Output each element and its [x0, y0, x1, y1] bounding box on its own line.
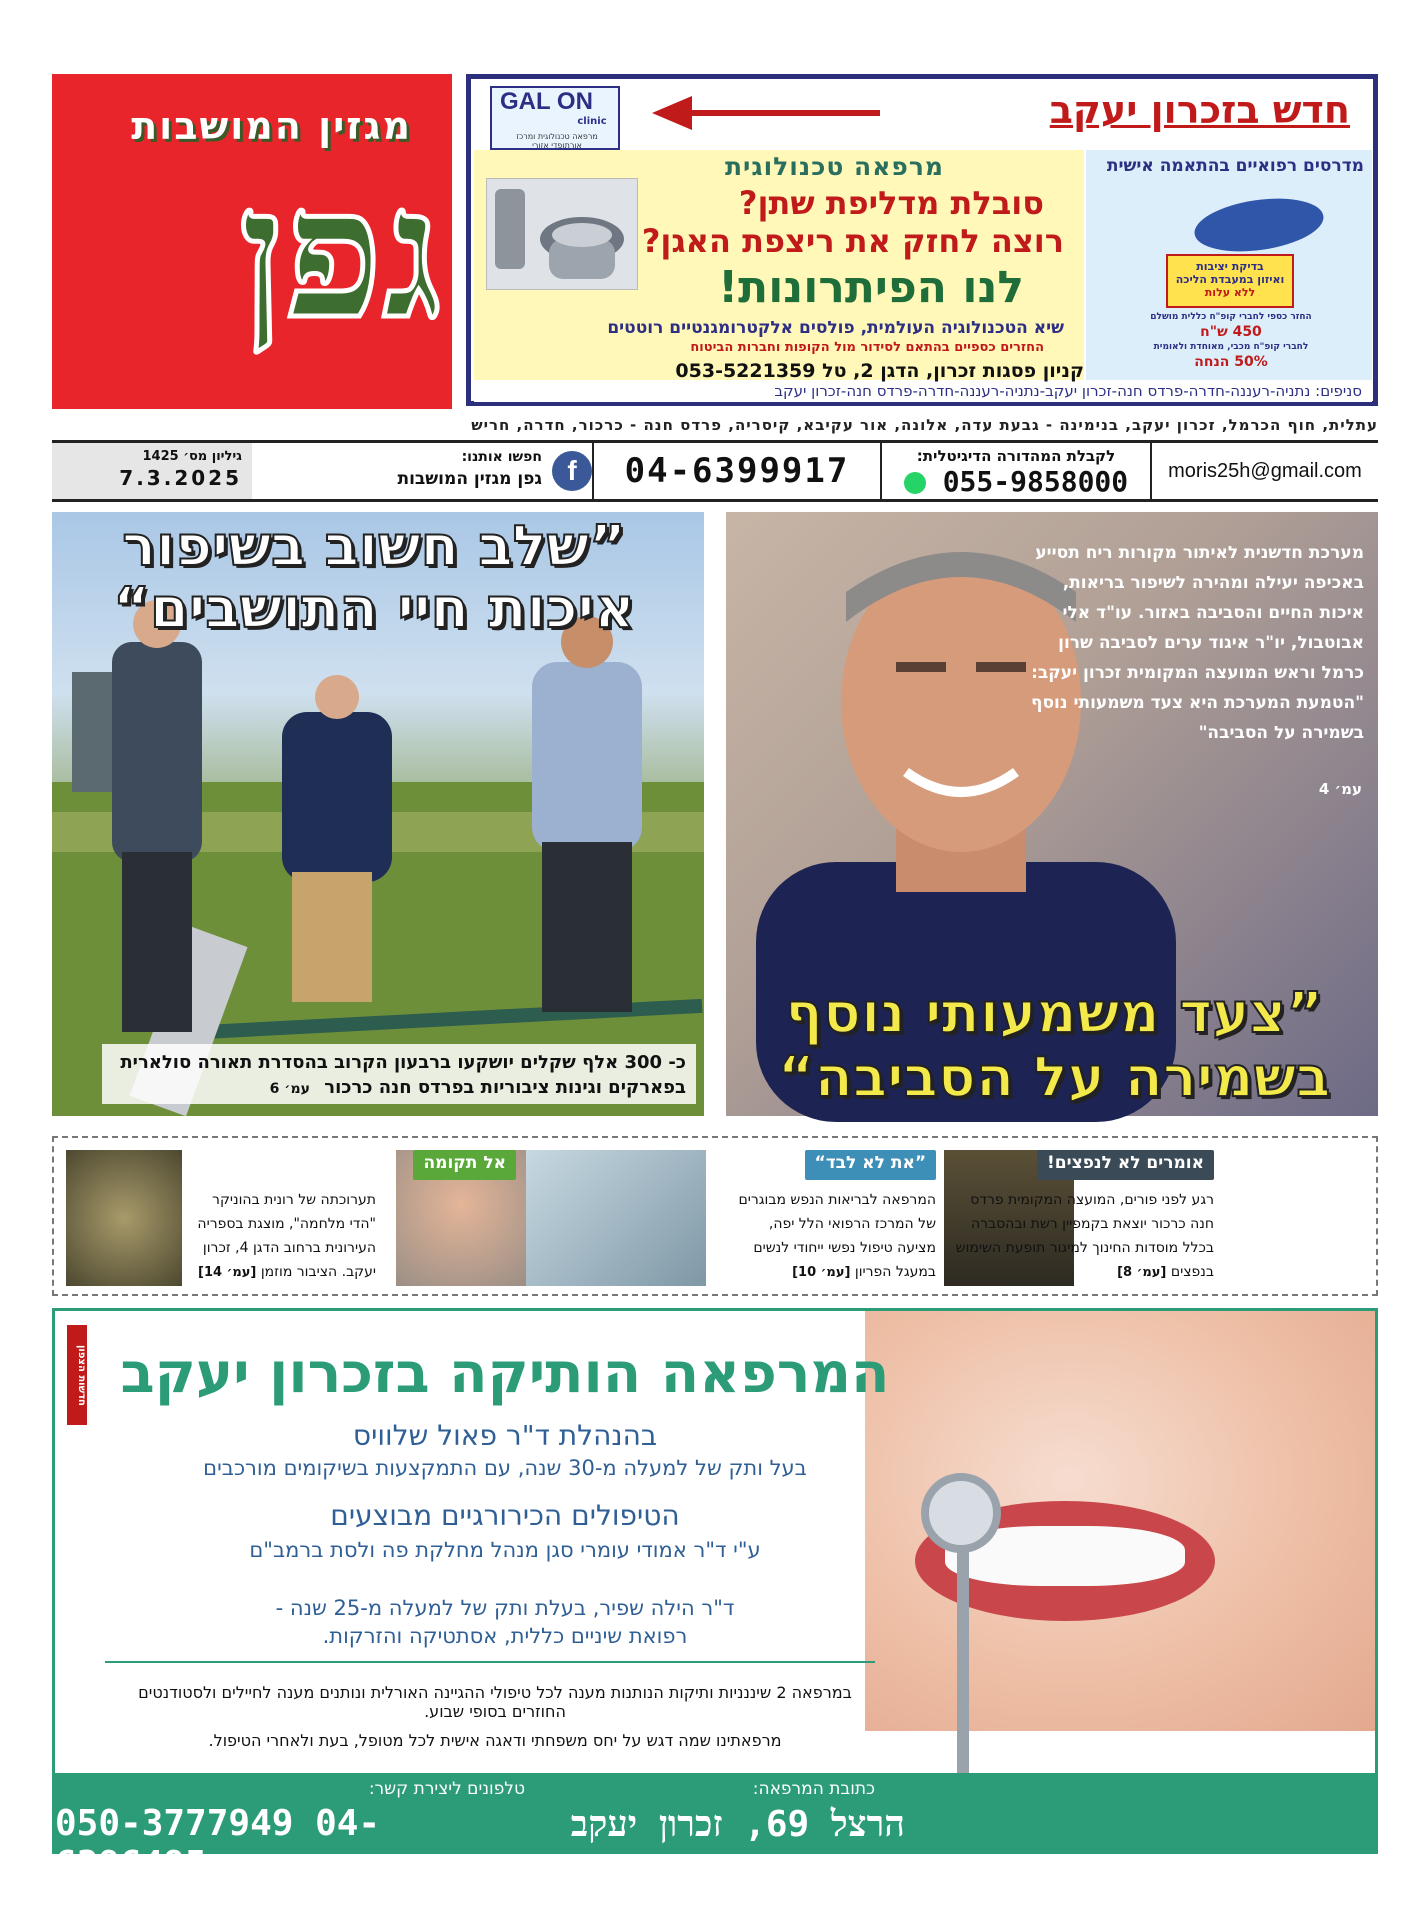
- teaser-2-image: [516, 1150, 706, 1286]
- person-3: [532, 616, 642, 1012]
- facebook-icon[interactable]: f: [552, 451, 592, 491]
- teaser-3-page[interactable]: [עמ׳ 14]: [198, 1265, 257, 1280]
- divider: [105, 1661, 875, 1663]
- teaser-3[interactable]: [66, 1150, 516, 1286]
- story-left-caption: [102, 1044, 696, 1104]
- insole-image: [1191, 191, 1327, 259]
- insoles-discount: 50% הנחה: [1194, 354, 1268, 370]
- magazine-name: גפן: [238, 148, 442, 359]
- clinic-type: מרפאה טכנולוגית: [724, 152, 944, 181]
- towns-list: עתלית, חוף הכרמל, זכרון יעקב, בנימינה - גבעת עדה, אלונה, אור עקיבא, קיסריה, פרדס חנה - כרכור, חדרה, חריש: [471, 416, 1378, 434]
- insoles-price: 450 ש"ח: [1200, 324, 1262, 340]
- ad-headline-text: חדש בזכרון יעקב: [1049, 88, 1350, 132]
- teaser-3-image: [66, 1150, 182, 1286]
- issue-date: 7.3.2025: [119, 466, 242, 490]
- branches-line: סניפים: נתניה-רעננה-חדרה-פרדס חנה-זכרון יעקב-נתניה-רעננה-חדרה-פרדס חנה-זכרון יעקב: [474, 382, 1372, 402]
- ad-line-3: לנו הפיתרונות!: [718, 262, 1024, 313]
- teaser-2[interactable]: [516, 1150, 936, 1286]
- medical-chair-image: [486, 178, 638, 290]
- dental-b2-line2: ע"י ד"ר אמודי עומרי סגן מנהל מחלקת פה ולסת ברמב"ם: [249, 1538, 761, 1562]
- teaser-3-tag: אל תקומה: [413, 1150, 516, 1180]
- ad-address: קניון פסגות זכרון, הדגן 2, טל 053-5221359: [675, 360, 1084, 382]
- issue-number: גיליון מס׳ 1425: [142, 449, 242, 464]
- teaser-2-page[interactable]: [עמ׳ 10]: [792, 1265, 851, 1280]
- ad-headline: [640, 88, 1360, 138]
- magazine-label: מגזין המושבות: [131, 104, 412, 148]
- dental-b3-line2: רפואת שיניים כללית, אסתטיקה והזרקות.: [322, 1624, 688, 1648]
- clinic-address[interactable]: הרצל 69, זכרון יעקב: [570, 1804, 905, 1845]
- teaser-1[interactable]: [944, 1150, 1364, 1286]
- ad-line-5: החזרים כספיים בהתאם לסידור מול הקופות וחברות הביטוח: [690, 340, 1044, 355]
- digital-label: לקבלת המהדורה הדיגיטלית:: [916, 447, 1116, 465]
- dental-small-2: מרפאתינו שמה דגש על יחס משפחתי ודאגה אישית לכל מטופל, בעת ולאחרי הטיפול.: [208, 1731, 782, 1750]
- ad-line-1: סובלת מדליפת שתן?: [738, 184, 1044, 222]
- arrow-shaft: [690, 110, 880, 116]
- teaser-2-tag: ”את לא לבד“: [805, 1150, 936, 1180]
- galon-tagline: מרפאה טכנולוגית ומרכז אורתופדי אזורי: [516, 132, 598, 150]
- insoles-box-line-1: בדיקת יציבות: [1196, 260, 1264, 273]
- gait-test-box: [1166, 254, 1294, 308]
- news-tag: חדשות הצפון: [67, 1325, 87, 1425]
- issue-info: [52, 443, 252, 499]
- dental-b1-line1: בהנהלת ד"ר פאול שלוויס: [352, 1419, 658, 1452]
- dental-ad[interactable]: [52, 1308, 1378, 1885]
- caption-text: כ- 300 אלף שקלים יושקעו ברבעון הקרוב בהסדרת תאורה סולארית בפארקים וגינות ציבוריות בפרדס חנה כרכור: [120, 1052, 686, 1098]
- address-label: כתובת המרפאה:: [752, 1779, 875, 1799]
- teaser-1-body: רגע לפני פורים, המועצה המקומית פרדס חנה כרכור יוצאת בקמפיין רשת ובהסברה בכלל מוסדות החינוך למיגור תופעת השימוש בנפצים: [955, 1192, 1214, 1280]
- digital-phone[interactable]: 055-9858000: [942, 465, 1129, 498]
- insoles-box-line-3: ללא עלות: [1204, 286, 1256, 299]
- dental-b1-line2: בעל ותק של למעלה מ-30 שנה, עם התמקצעות בשיקומים מורכבים: [203, 1456, 807, 1480]
- arrow-left-icon: [652, 96, 692, 130]
- insoles-note-1: החזר כספי לחברי קופ"ח כללית מושלם: [1150, 312, 1312, 322]
- digital-edition[interactable]: [882, 443, 1152, 499]
- insoles-box-line-2: ואיזון במעבדת הליכה: [1175, 273, 1285, 286]
- chair-illustration: [487, 179, 639, 291]
- facebook-block[interactable]: [262, 443, 602, 499]
- contact-bar: [55, 1773, 1375, 1885]
- story-left-headline[interactable]: ”שלב חשוב בשיפור איכות חיי התושבים“: [113, 514, 635, 641]
- ad-line-2: רוצה לחזק את ריצפת האגן?: [641, 222, 1064, 260]
- ad-line-4: שיא הטכנולוגיה העולמית, פולסים אלקטרומגנטיים רוטטים: [607, 318, 1064, 338]
- whatsapp-line[interactable]: [882, 465, 1150, 498]
- story-left[interactable]: [52, 512, 704, 1116]
- dental-title: המרפאה הותיקה בזכרון יעקב: [120, 1341, 890, 1406]
- dental-b2-line1: הטיפולים הכירורגיים מבוצעים: [330, 1499, 680, 1532]
- whatsapp-icon: [904, 472, 926, 494]
- person-1: [112, 600, 202, 1032]
- clinic-phones[interactable]: 050-3777949 04-6396495: [55, 1803, 381, 1885]
- story-right-headline[interactable]: ”צעד משמעותי נוסף בשמירה על הסביבה“: [777, 981, 1331, 1110]
- page-ref[interactable]: עמ׳ 6: [269, 1081, 310, 1097]
- masthead-logo: [52, 74, 452, 409]
- teasers-strip: [52, 1136, 1378, 1296]
- teaser-1-tag: אומרים לא לנפצים!: [1037, 1150, 1214, 1180]
- teaser-3-body: תערוכתה של רונית בהוניקר "הדי מלחמה", מוצגת בספריה העירונית ברחוב הדגן 4, זכרון יעקב. הציבור מוזמן: [197, 1192, 376, 1280]
- insoles-title: מדרסים רפואיים בהתאמה אישית: [1106, 156, 1364, 176]
- teaser-2-body: המרפאה לבריאות הנפש מבוגרים של המרכז הרפואי הלל יפה, מציעה טיפול נפשי ייחודי לנשים במעגל הפריון: [738, 1192, 936, 1280]
- galon-brand: GAL ON: [500, 88, 593, 115]
- info-row: [52, 440, 1378, 502]
- phone-number[interactable]: 04-6399917: [592, 443, 882, 499]
- galon-sub: clinic: [577, 116, 607, 127]
- story-right[interactable]: [726, 512, 1378, 1116]
- teaser-1-page[interactable]: [עמ׳ 8]: [1117, 1265, 1167, 1280]
- story-right-page-ref[interactable]: עמ׳ 4: [1318, 780, 1362, 798]
- facebook-name[interactable]: גפן מגזין המושבות: [397, 469, 542, 489]
- insoles-ad: [1086, 150, 1372, 380]
- find-us-label: חפשו אותנו:: [461, 449, 542, 465]
- story-right-text: מערכת חדשנית לאיתור מקורות ריח תסייע באכיפה יעילה ומהירה לשיפור בריאות, איכות החיים והסביבה באזור. עו"ד אלי אבוטבול, יו"ר איגוד ערים לסביבה שרון כרמל וראש המועצה המקומית זכרון יעקב: "הטמעת המערכת היא צעד משמעותי נוסף בשמירה על הסביבה": [1030, 543, 1364, 743]
- dental-b3-line1: ד"ר הילה שפיר, בעלת ותק של למעלה מ-25 שנה -: [275, 1596, 735, 1620]
- dental-mirror-icon: [921, 1473, 1001, 1553]
- email-address[interactable]: moris25h@gmail.com: [1168, 460, 1362, 482]
- insoles-note-2: לחברי קופ"ח מכבי, מאוחדת ולאומית: [1153, 342, 1309, 352]
- galon-logo: [490, 86, 620, 150]
- phones-label: טלפונים ליצירת קשר:: [368, 1779, 525, 1799]
- dental-small-1: במרפאה 2 שיננניות ותיקות הנותנות מענה לכל טיפולי ההגיינה האורלית ונותנים מענה לחיילים ולסטודנטים החוזרים בסופי שבוע.: [138, 1683, 852, 1721]
